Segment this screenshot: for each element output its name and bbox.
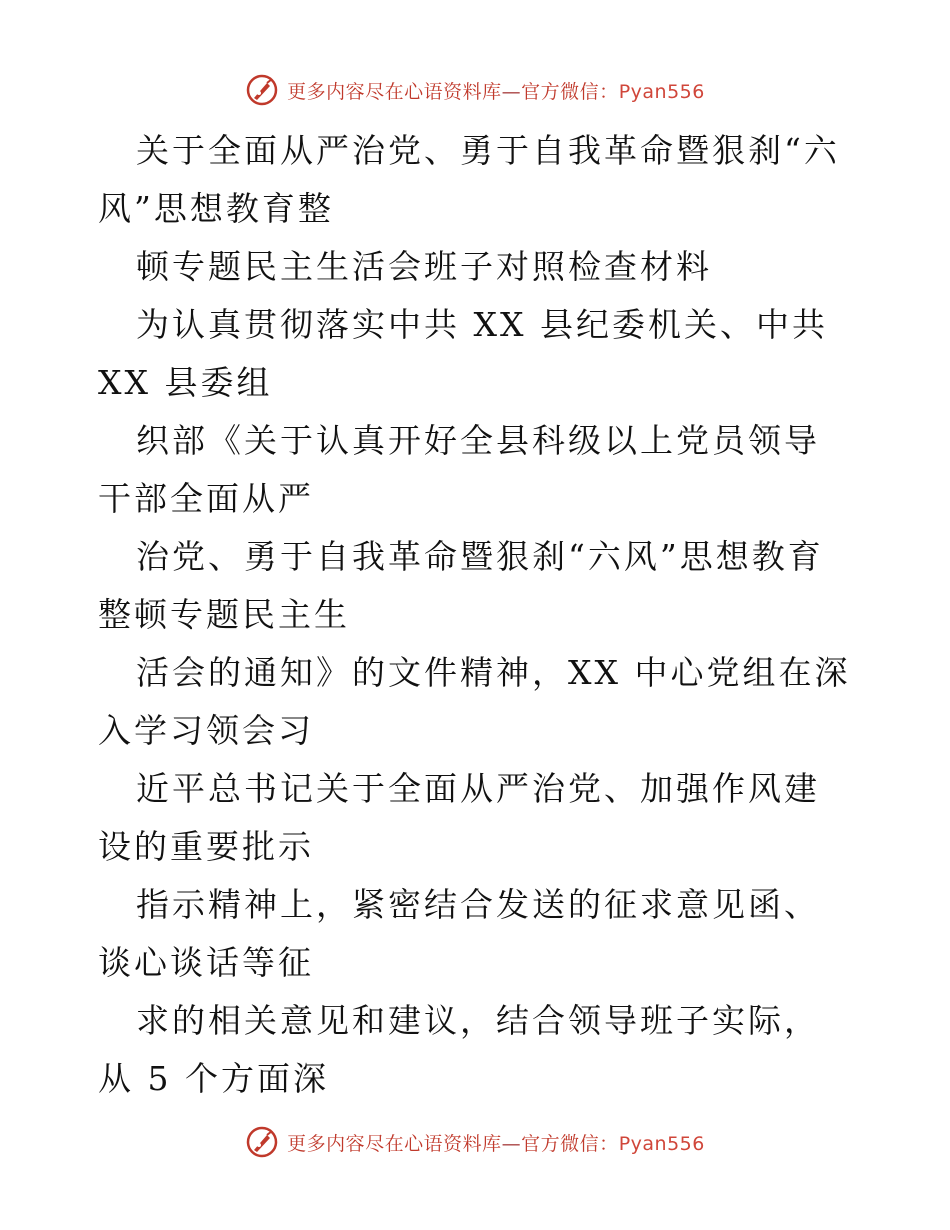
quill-logo-icon bbox=[245, 1125, 279, 1159]
header-watermark bbox=[0, 70, 950, 110]
footer-watermark bbox=[0, 1122, 950, 1162]
paragraph: 活会的通知》的文件精神，XX 中心党组在深入学习领会习 bbox=[98, 653, 851, 750]
paragraph: 近平总书记关于全面从严治党、加强作风建设的重要批示 bbox=[98, 769, 820, 866]
paragraph: 指示精神上，紧密结合发送的征求意见函、谈心谈话等征 bbox=[98, 885, 820, 982]
quill-logo-icon bbox=[245, 73, 279, 107]
watermark-text: 更多内容尽在心语资料库—官方微信：Pyan556 bbox=[287, 80, 705, 103]
paragraph: 治党、勇于自我革命暨狠刹“六风”思想教育整顿专题民主生 bbox=[98, 537, 824, 634]
document-body bbox=[98, 122, 854, 1108]
paragraph: 求的相关意见和建议，结合领导班子实际，从 5 个方面深 bbox=[98, 1001, 820, 1098]
paragraph: 为认真贯彻落实中共 XX 县纪委机关、中共 XX 县委组 bbox=[98, 305, 828, 402]
watermark-text: 更多内容尽在心语资料库—官方微信：Pyan556 bbox=[287, 1132, 705, 1155]
paragraph: 织部《关于认真开好全县科级以上党员领导干部全面从严 bbox=[98, 421, 820, 518]
paragraph: 顿专题民主生活会班子对照检查材料 bbox=[136, 247, 712, 286]
paragraph: 关于全面从严治党、勇于自我革命暨狠刹“六风”思想教育整 bbox=[98, 131, 840, 228]
